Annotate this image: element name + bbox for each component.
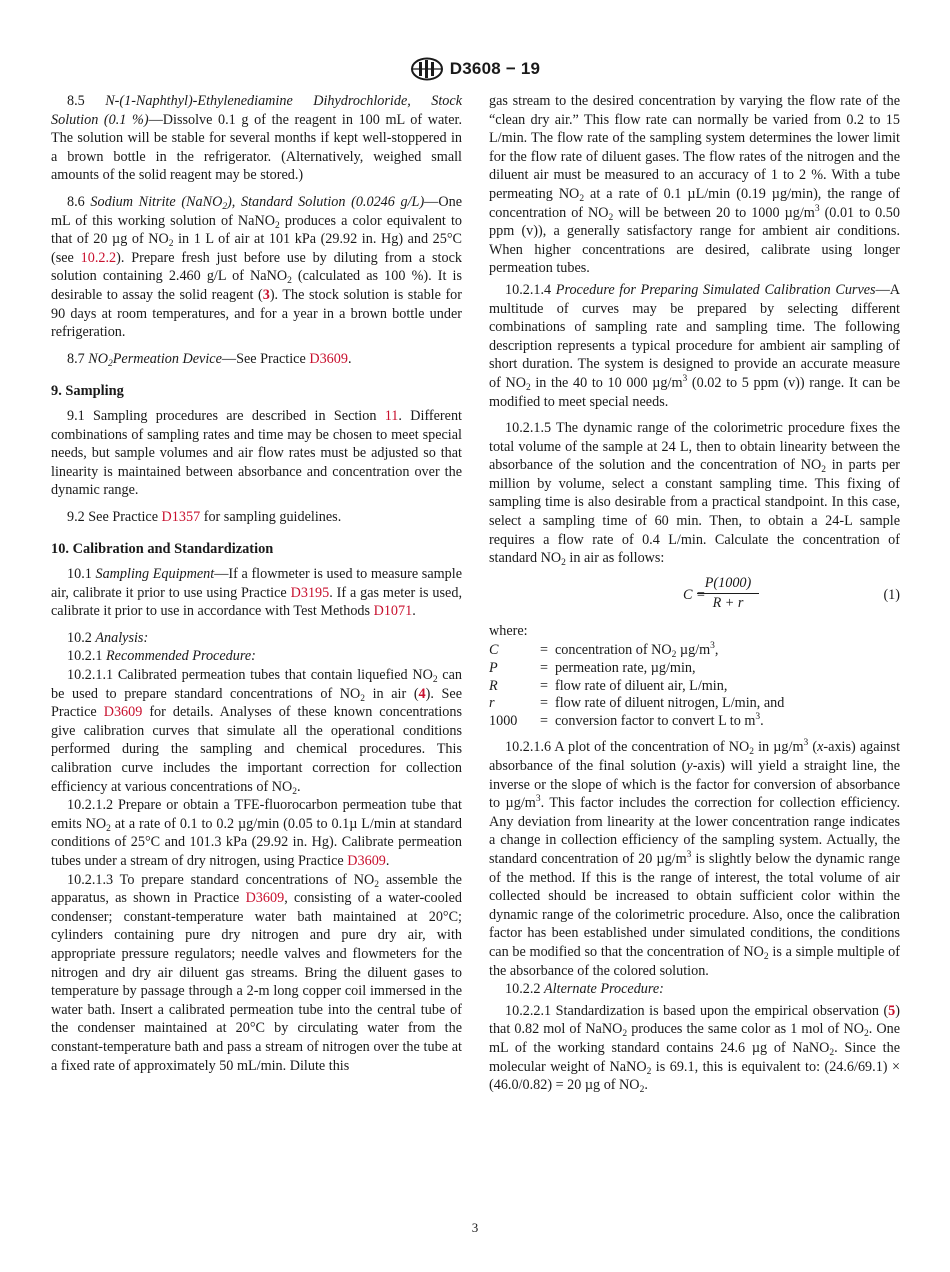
link-section-11[interactable]: 11 [384,407,399,424]
paragraph-8-5: 8.5 N-(1-Naphthyl)-Ethylenediamine Dihydrochloride, Stock Solution (0.1 %)—Dissolve 0.1 g of the reagent in 100 mL of water. The solution will be stable for several months if kept well-stoppered in a brown bottle in the refrigerator. (Alternatively, weighed small amounts of the solid reagent may be stored.) [51,93,462,184]
equation-numerator: P(1000) [697,574,759,595]
paragraph-10-2-2: 10.2.2 Alternate Procedure: [505,981,664,998]
link-d3609[interactable]: D3609 [309,350,348,367]
where-label: where: [489,622,528,639]
paragraph-10-2-1-6: 10.2.1.6 A plot of the concentration of $NO_2$ in $\mu g/m^3$ (x-axis) against absorbance of the final solution (y-axis) will yield a straight line, the inverse or the slope of which is the factor for conversion of absorbance to $\mu g/m^3$. This factor includes the correction for collection efficiency. Any deviation from linearity at the lower concentration range indicates a change in collection efficiency of the sampling system. Actually, the standard concentration of 20 $\mu g/m^3$ is slightly below the dynamic range of the method. If this is the range of interest, the total volume of air collected should be increased to obtain sufficient color within the dynamic range of the colorimetric procedure. Also, once the calibration factor has been established under simulated conditions, the conditions can be modified so that the concentration of $NO_2$ is a simple multiple of the absorbance of the colored solution. [489,738,901,979]
paragraph-8-7: 8.7 $NO_2Permeation$ Device—See Practice D3609. [67,350,352,369]
definition-row: R = flow rate of diluent air, L/min, [489,677,728,694]
link-d3609[interactable]: D3609 [347,852,386,869]
reference-3[interactable]: 3 [262,286,270,303]
where-definitions [489,642,784,730]
paragraph-10-2-1-1: 10.2.1.1 Calibrated permeation tubes that contain liquefied $NO_2$ can be used to prepare standard concentrations of $NO_2$ in air (4). See Practice D3609 for details. Analyses of these known concentrations give calibration curves that simulate all the operational conditions performed during the sampling and chemical procedures. This calibration curve includes the important correction for collection efficiency at various concentrations of $NO_2$. [51,667,463,797]
page-number: 3 [471,1220,479,1235]
paragraph-10-2-1-5: 10.2.1.5 The dynamic range of the colorimetric procedure fixes the total volume of the sample at 24 L, then to obtain linearity between the absorbance of the solution and the concentration of $NO_2$ in parts per million by volume, select a constant sampling time. This fixing of sampling time is also desirable from a practical standpoint. In this case, select a sampling time of 60 min. Then, to obtain a 24-L sample requires a flow rate of 0.4 L/min. Calculate the concentration of standard $NO_2$ in air as follows: [489,420,901,569]
link-10-2-2[interactable]: 10.2.2 [80,249,117,266]
equation-denominator: R + r [712,595,744,612]
definition-row: P = permeation rate, µg/min, [489,660,696,677]
equation-fraction [697,574,759,613]
link-d3195[interactable]: D3195 [290,584,330,601]
paragraph-10-2-1: 10.2.1 Recommended Procedure: [67,648,256,665]
link-d1357[interactable]: D1357 [161,508,201,525]
paragraph-9-1: 9.1 Sampling procedures are described in Section 11. Different combinations of sampling rates and time may be chosen to meet special needs, but sample volumes and air flow rates must be adjusted so that linearity is maintained between absorbance and concentration over the dynamic range. [51,407,462,499]
section-heading-calibration: 10. Calibration and Standardization [51,541,274,558]
paragraph-9-2: 9.2 See Practice D1357 for sampling guidelines. [67,508,342,525]
paragraph-10-2-1-3-continued: gas stream to the desired concentration by varying the flow rate of the “clean dry air.” This flow rate can normally be varied from 0.2 to 15 L/min. The flow rate of the sampling system determines the lower limit for the flow rate of diluent gases. The flow rates of the nitrogen and the diluent air must be measured to an accuracy of 1 to 2 %. With a tube permeating $NO_2$ at a rate of 0.1 µL/min (0.19 µg/min), the range of concentration of $NO_2$ will be between 20 to 1000 $\mu g/m^3$ (0.01 to 0.50 ppm (v)), a generally satisfactory range for ambient air conditions. When higher concentrations are desired, calibrate using longer permeation tubes. [489,93,900,277]
link-d1071[interactable]: D1071 [373,603,413,620]
section-heading-sampling: 9. Sampling [51,383,124,400]
paragraph-8-6: 8.6 Sodium Nitrite (NaNO$_2$), Standard Solution (0.0246 g/L)—One mL of this working solution of NaNO$_2$ produces a color equivalent to that of 20 µg of $NO_2$ in 1 L of air at 101 kPa (29.92 in. Hg) and 25°C (see 10.2.2). Prepare fresh just before use by diluting from a stock solution containing 2.460 g/L of NaNO$_2$ (calculated as 100 %). It is desirable to assay the solid reagent (3). The stock solution is stable for 90 days at room temperatures, and for a year in a brown bottle under refrigeration. [51,193,463,341]
paragraph-10-2-2-1: 10.2.2.1 Standardization is based upon the empirical observation (5) that 0.82 mol of NaNO$_2$ produces the same color as 1 mol of $NO_2$. One mL of the working standard contains 24.6 µg of NaNO$_2$. Since the molecular weight of NaNO$_2$ is 69.1, this is equivalent to: (24.6/69.1) × (46.0/0.82) = 20 µg of $NO_2$. [489,1002,900,1096]
paragraph-10-1: 10.1 Sampling Equipment—If a flowmeter is used to measure sample air, calibrate it prior to use using Practice D3195. If a gas meter is used, calibrate it prior to use in accordance with Test Methods D1071. [51,566,462,620]
equation-number: (1) [883,586,900,603]
definition-row: r = flow rate of diluent nitrogen, L/min, and [489,695,785,712]
paragraph-10-2: 10.2 Analysis: [67,629,149,646]
definition-row: 1000 = conversion factor to convert L to $m^3$. [489,711,764,729]
astm-logo-icon [410,57,444,81]
paragraph-10-2-1-2: 10.2.1.2 Prepare or obtain a TFE-fluorocarbon permeation tube that emits $NO_2$ at a rate of 0.1 to 0.2 µg/min (0.05 to 0.1µ L/min at standard conditions of 25°C and 101.3 kPa (29.92 in. Hg). Calibrate permeation tubes under a stream of dry nitrogen, using Practice D3609. [51,797,462,869]
link-d3609[interactable]: D3609 [245,890,285,907]
left-column [51,92,462,1075]
page-header [0,56,950,82]
paragraph-10-2-1-4: 10.2.1.4 Procedure for Preparing Simulated Calibration Curves—A multitude of curves may be prepared by selecting different combinations of sampling rate and sampling time. The following description represents a typical procedure for ambient air sampling of short duration. The system is designed to provide an accurate measure of $NO_2$ in the 40 to 10 000 $\mu g/m^3$ (0.02 to 5 ppm (v)) range. It can be modified to meet special needs. [489,281,900,410]
equation-lhs: C = [683,586,706,603]
paragraph-10-2-1-3: 10.2.1.3 To prepare standard concentrations of $NO_2$ assemble the apparatus, as shown in Practice D3609, consisting of a water-cooled condenser; constant-temperature water bath maintained at 20°C; cylinders containing pure dry nitrogen and pure dry air, with appropriate pressure regulators; needle valves and flowmeters for the nitrogen and dry air diluent gas streams. Bring the diluent gases to temperature by passage through a 2-m long copper coil immersed in the water bath. Insert a calibrated permeation tube into the central tube of the condenser maintained at 20°C by circulating water from the constant-temperature bath and pass a stream of nitrogen over the tube at a fixed rate of approximately 50 mL/min. Dilute this [51,871,463,1074]
equation-1 [489,574,900,618]
standard-id: D3608 − 19 [449,59,541,78]
right-column [489,92,900,1095]
reference-5[interactable]: 5 [888,1002,896,1019]
reference-4[interactable]: 4 [418,685,426,702]
link-d3609[interactable]: D3609 [103,704,143,721]
definition-row: C = concentration of $NO_2$ $\mu g/m^3$, [489,641,719,661]
